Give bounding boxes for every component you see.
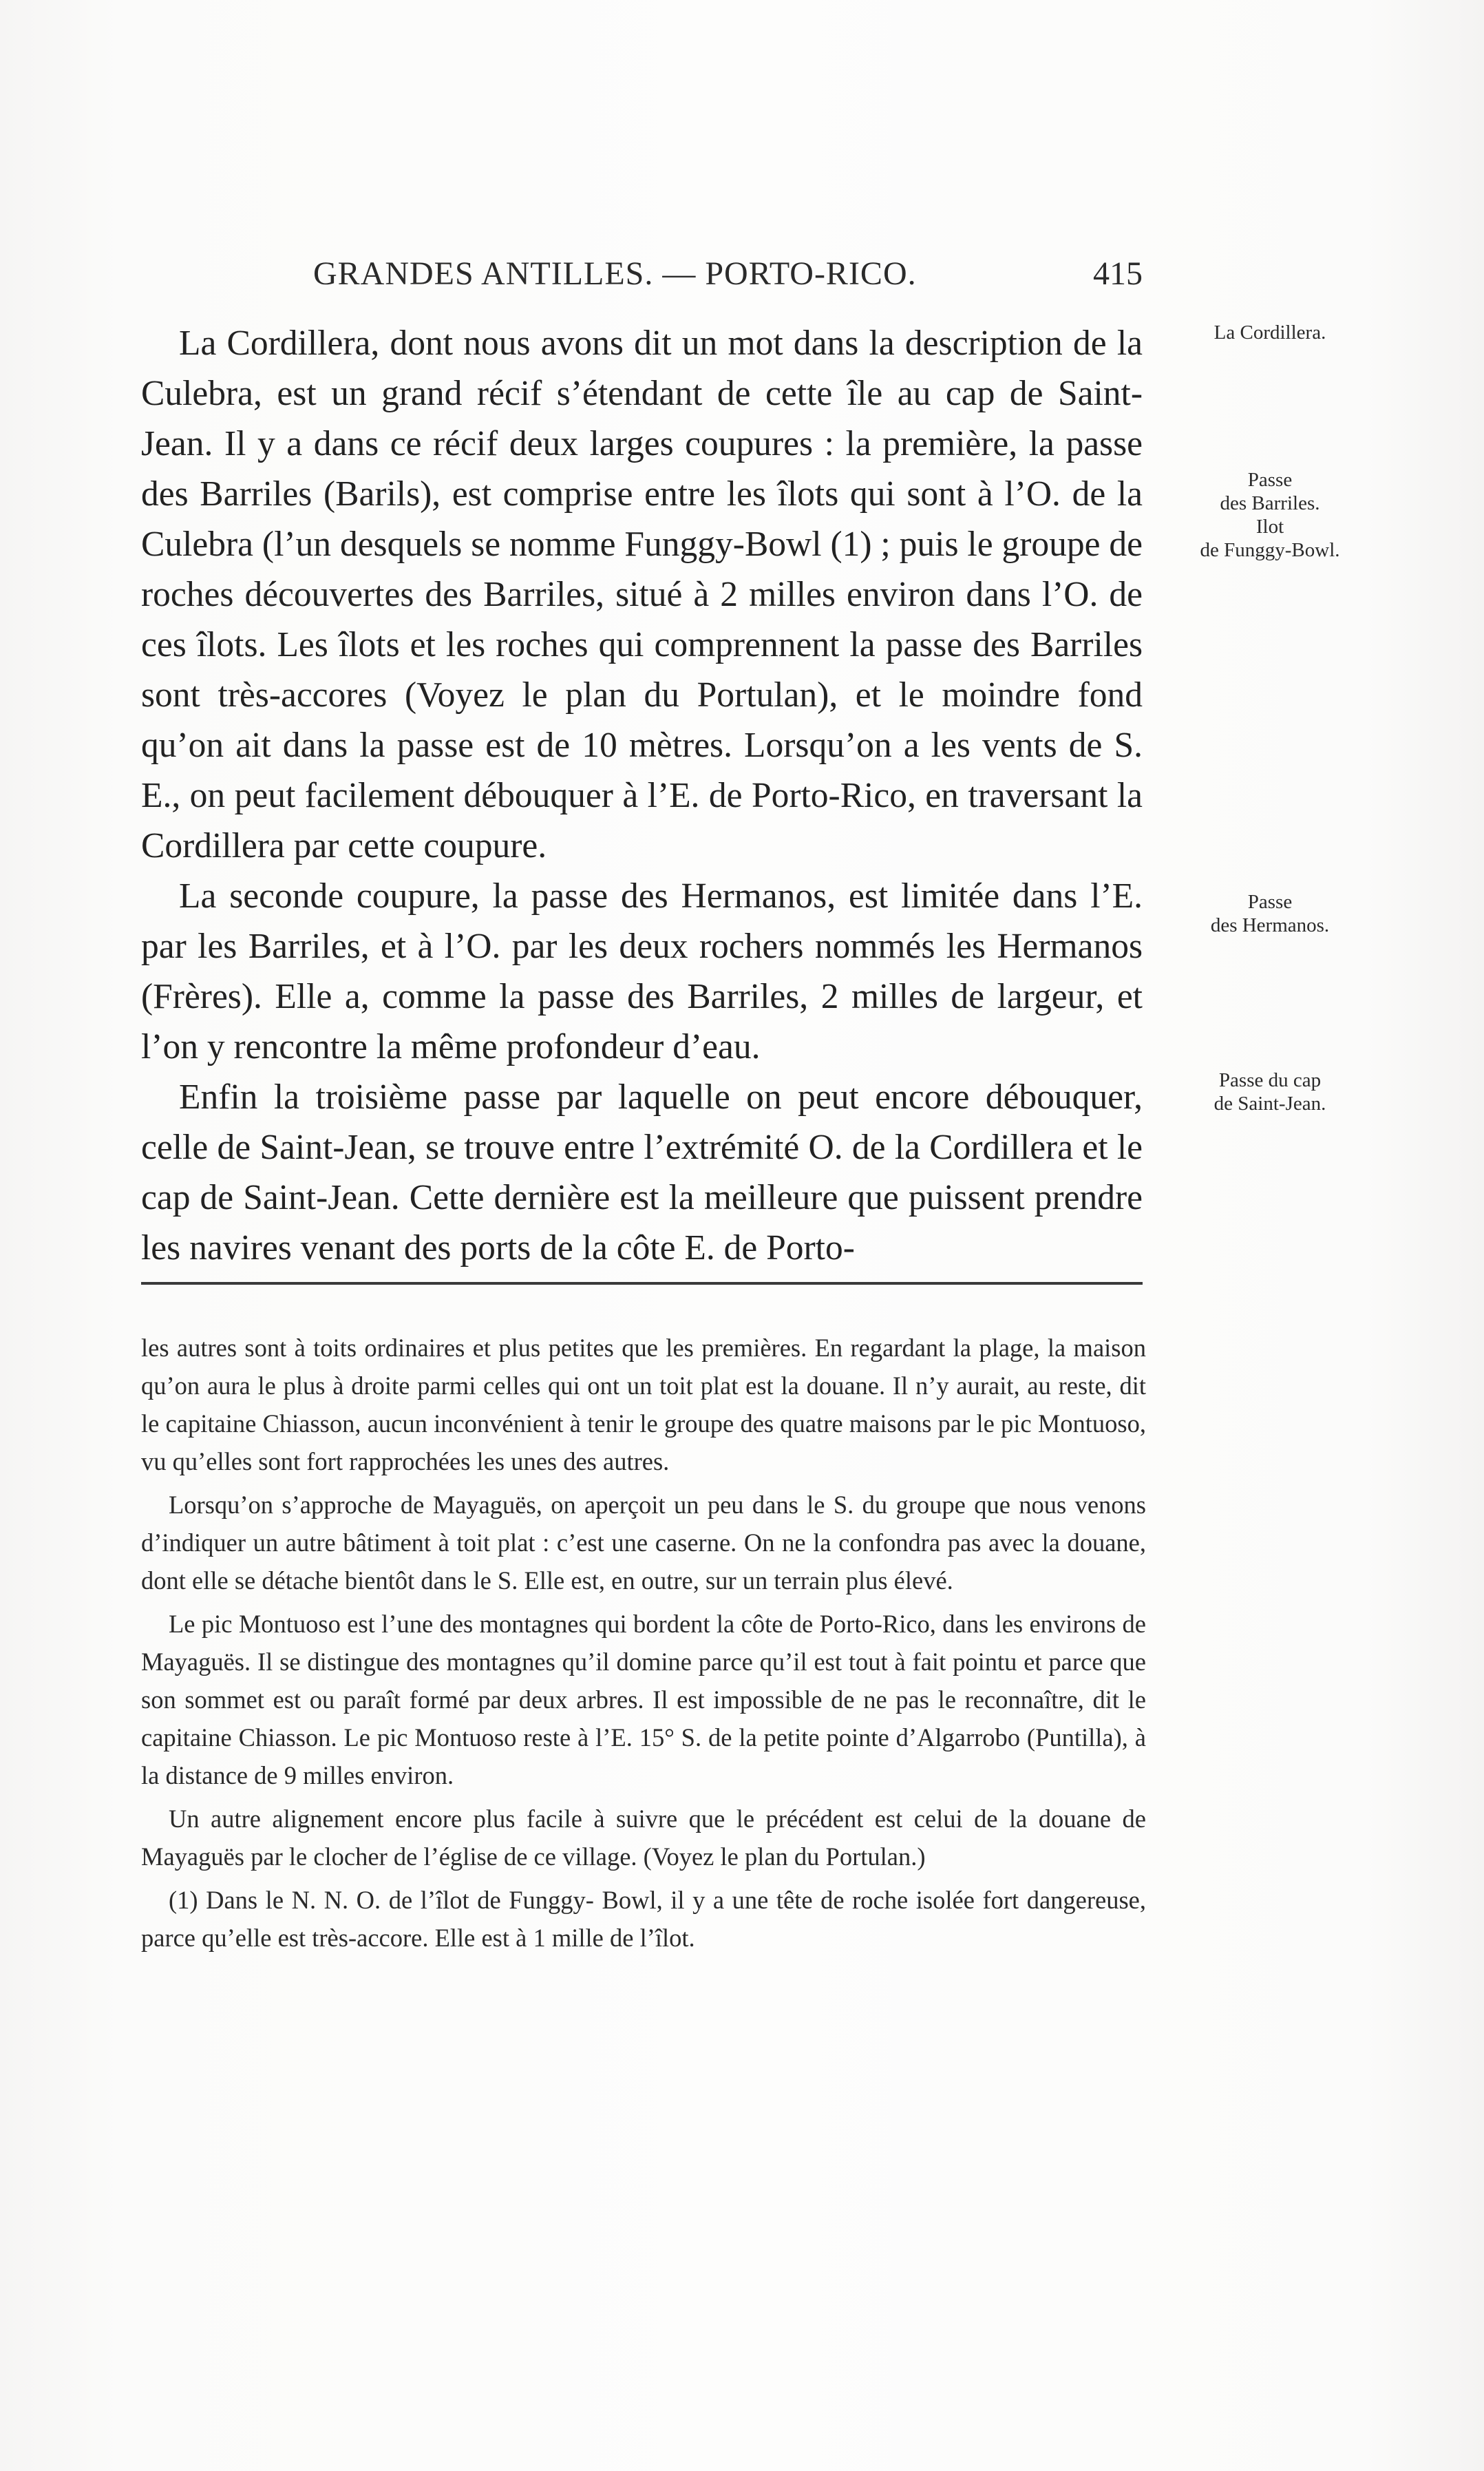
margin-note-line: de Funggy-Bowl. [1200, 539, 1340, 561]
margin-note-hermanos [1170, 890, 1370, 937]
footnotes [141, 1329, 1146, 1962]
footnote-paragraph: Un autre alignement encore plus facile à suivre que le précédent est celui de la douane de Mayaguës par le clocher de l’église de ce village. (Voyez le plan du Portulan.) [141, 1805, 1146, 1871]
margin-note-line: Passe [1247, 469, 1293, 491]
margin-note-line: Passe [1247, 891, 1293, 913]
paragraph-saint-jean: Enfin la troisième passe par laquelle on peut encore débouquer, celle de Saint-Jean, se trouve entre l’extrémité O. de la Cordillera et le cap de Saint-Jean. Cette dernière est la meilleure que puissent prendre les navires venant des ports de la côte E. de Porto- [141, 1077, 1143, 1268]
main-text [141, 318, 1143, 1273]
margin-note-barriles [1170, 468, 1370, 562]
paragraph-cordillera: La Cordillera, dont nous avons dit un mot dans la description de la Culebra, est un grand récif s’étendant de cette île au cap de Saint-Jean. Il y a dans ce récif deux larges coupures : la première, la passe des Barriles (Barils), est comprise entre les îlots qui sont à l’O. de la Culebra (l’un desquels se nomme Funggy-Bowl (1) ; puis le groupe de roches découvertes des Barriles, situé à 2 milles environ dans l’O. de ces îlots. Les îlots et les roches qui comprennent la passe des Barriles sont très-accores (Voyez le plan du Portulan), et le moindre fond qu’on ait dans la passe est de 10 mètres. Lorsqu’on a les vents de S. E., on peut facilement débouquer à l’E. de Porto-Rico, en traversant la Cordillera par cette coupure. [141, 324, 1143, 865]
margin-note-saint-jean [1170, 1069, 1370, 1115]
margin-note-line: des Hermanos. [1210, 914, 1330, 936]
page-number: 415 [1093, 255, 1143, 292]
footnote-paragraph: les autres sont à toits ordinaires et plus petites que les premières. En regardant la plage, la maison qu’on aura le plus à droite parmi celles qui ont un toit plat est la douane. Il n’y aurait, au reste, dit le capitaine Chiasson, aucun inconvénient à tenir le groupe des quatre maisons par le pic Montuoso, vu qu’elles sont fort rapprochées les unes des autres. [141, 1334, 1146, 1475]
margin-note-line: La Cordillera. [1213, 322, 1326, 344]
margin-note-line: Ilot [1255, 516, 1284, 538]
margin-note-line: des Barriles. [1220, 492, 1320, 514]
header-title: GRANDES ANTILLES. — PORTO-RICO. [313, 255, 917, 292]
margin-note-line: de Saint-Jean. [1213, 1093, 1326, 1115]
paragraph-hermanos: La seconde coupure, la passe des Hermanos, est limitée dans l’E. par les Barriles, et à l’O. par les deux rochers nommés les Hermanos (Frères). Elle a, comme la passe des Barriles, 2 milles de largeur, et l’on y rencontre la même profondeur d’eau. [141, 876, 1143, 1066]
footnote-paragraph: Lorsqu’on s’approche de Mayaguës, on aperçoit un peu dans le S. du groupe que nous venons d’indiquer un autre bâtiment à toit plat : c’est une caserne. On ne la confondra pas avec la douane, dont elle se détache bientôt dans le S. Elle est, en outre, sur un terrain plus élevé. [141, 1491, 1146, 1595]
footnote-1: (1) Dans le N. N. O. de l’îlot de Funggy- Bowl, il y a une tête de roche isolée fort dangereuse, parce qu’elle est très-accore. Elle est à 1 mille de l’îlot. [141, 1886, 1146, 1952]
margin-note-cordillera [1170, 321, 1370, 344]
footnote-rule [141, 1282, 1143, 1285]
footnote-paragraph: Le pic Montuoso est l’une des montagnes qui bordent la côte de Porto-Rico, dans les environs de Mayaguës. Il se distingue des montagnes qu’il domine parce qu’il est tout à fait pointu et parce que son sommet est ou paraît formé par deux arbres. Il est impossible de ne pas le reconnaître, dit le capitaine Chiasson. Le pic Montuoso reste à l’E. 15° S. de la petite pointe d’Algarrobo (Puntilla), à la distance de 9 milles environ. [141, 1610, 1146, 1789]
running-header [141, 255, 1143, 303]
margin-note-line: Passe du cap [1218, 1069, 1322, 1091]
